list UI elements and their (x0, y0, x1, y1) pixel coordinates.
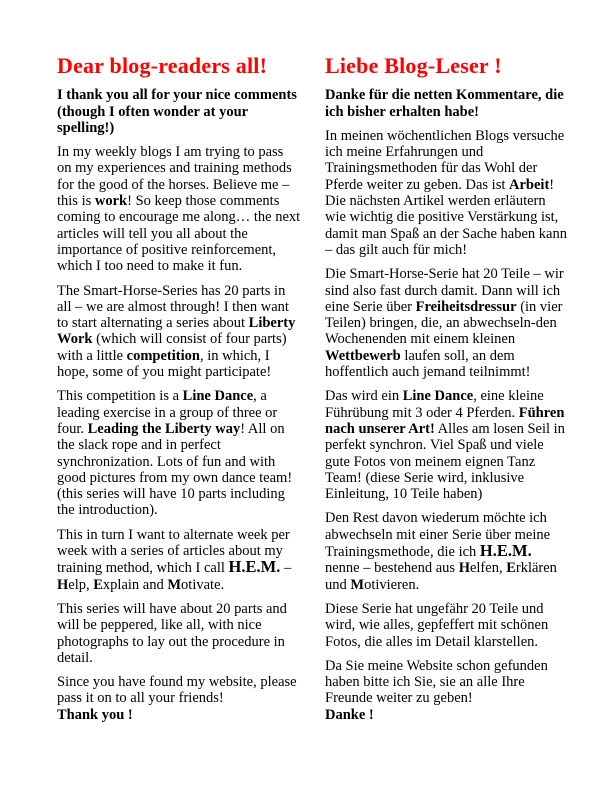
emphasized-text: H.E.M. (228, 557, 281, 577)
body-text: This competition is a (57, 388, 183, 405)
paragraph (325, 388, 569, 502)
body-text: ! All on the slack rope and in perfect synchronization. Lots of fun and with good pictures from my own dance team! (this series will have 10 parts including the introduction). (57, 420, 293, 519)
body-text: xplain and (102, 576, 168, 593)
emphasized-text: Führen nach unserer Art! (325, 404, 565, 437)
emphasized-text: H.E.M. (479, 541, 532, 561)
body-text: Den Rest davon wiederum möchte ich abwechseln mit einer Serie über meine Trainingsmethode, die ich (325, 510, 551, 561)
paragraph (57, 527, 301, 593)
body-text: This in turn I want to alternate week per week with a series of articles about my training method, which I call (57, 526, 290, 577)
paragraph (325, 510, 569, 592)
paragraphs-english (57, 87, 301, 723)
body-text: ! So keep those comments coming to encourage me along… the next articles will tell you all about the importance of positive reinforcement, which I too need to make it fun. (57, 193, 301, 275)
body-text: Alles am losen Seil in perfekt synchron. Viel Spaß und viele gute Fotos von meinem eignen Tanz Team! (diese Serie wird, inklusive Einleitung, 10 Teile haben) (325, 420, 565, 503)
body-text: otivieren. (364, 576, 420, 593)
emphasized-text: I thank you all for your nice comments (though I often wonder at your spelling!) (57, 87, 297, 136)
emphasized-text: Liberty Work (57, 315, 296, 348)
emphasized-text: competition (126, 347, 200, 364)
body-text: Since you have found my website, please pass it on to all your friends! (57, 674, 297, 707)
emphasized-text: work (94, 193, 128, 210)
emphasized-text: M (350, 576, 365, 593)
emphasized-text: E (506, 560, 516, 577)
body-text: Die Smart-Horse-Serie hat 20 Teile – wir sind also fast durch damit. Dann will ich eine Serie über (325, 266, 564, 315)
body-text: The Smart-Horse-Series has 20 parts in all – we are almost through! I then want to start alternating a series about (57, 282, 289, 332)
body-text: (which will consist of four parts) with a little (57, 331, 287, 364)
emphasized-text: Danke ! (325, 706, 374, 723)
paragraph (57, 283, 301, 381)
body-text: Da Sie meine Website schon gefunden haben bitte ich Sie, sie an alle Ihre Freunde weiter zu geben! (325, 657, 548, 707)
paragraph (57, 388, 301, 518)
body-text: elfen, (469, 560, 507, 577)
paragraph (325, 128, 569, 258)
emphasized-text: Line Dance (182, 388, 254, 405)
emphasized-text: Arbeit (509, 176, 550, 193)
emphasized-text: Wettbewerb (325, 347, 401, 364)
body-text: , in which, I hope, some of you might participate! (57, 347, 272, 381)
heading-english: Dear blog-readers all! (57, 53, 268, 78)
emphasized-text: Freiheitsdressur (415, 298, 517, 315)
emphasized-text: Leading the Liberty way (87, 420, 241, 437)
paragraph (57, 601, 301, 666)
emphasized-text: H (57, 576, 69, 593)
paragraph (325, 601, 569, 650)
paragraph (57, 144, 301, 274)
emphasized-text: Danke für die netten Kommentare, die ich bisher erhalten habe! (325, 87, 564, 120)
body-text: , eine kleine Führübung mit 3 oder 4 Pferden. (325, 388, 544, 421)
body-text: ! Die nächsten Artikel werden erläutern wie wichtig die positive Verstärkung ist, damit man Spaß an der Sache haben kann – das gilt auch für mich! (325, 176, 567, 258)
emphasized-text: M (167, 576, 182, 593)
body-text: In meinen wöchentlichen Blogs versuche ich meine Erfahrungen und Trainingsmethoden für das Wohl der Pferde weiter zu geben. Das ist (325, 127, 565, 193)
emphasized-text: Line Dance (402, 388, 474, 405)
body-text: – (280, 560, 292, 577)
emphasized-text: E (93, 576, 103, 593)
column-english (57, 53, 301, 752)
paragraph (325, 658, 569, 723)
heading-german: Liebe Blog-Leser ! (325, 53, 502, 78)
column-german (325, 53, 569, 752)
paragraph (57, 674, 301, 723)
body-text: otivate. (181, 576, 225, 593)
body-text: nenne – bestehend aus (325, 560, 459, 577)
paragraph (325, 266, 569, 380)
body-text: (in vier Teilen) bringen, die, an abwechseln-den Wochenenden mit einem kleinen (325, 298, 563, 348)
body-text: This series will have about 20 parts and will be peppered, like all, with nice photographs to lay out the procedure in detail. (57, 600, 287, 666)
paragraphs-german (325, 87, 569, 723)
body-text: rklären und (325, 560, 557, 593)
paragraph (57, 87, 301, 136)
body-text: Diese Serie hat ungefähr 20 Teile und wird, wie alles, gepfeffert mit schönen Fotos, die alles im Detail klarstellen. (325, 600, 549, 650)
body-text: Das wird ein (325, 388, 403, 405)
body-text: , a leading exercise in a group of three or four. (57, 388, 278, 437)
body-text: In my weekly blogs I am trying to pass on my experiences and training methods for the good of the horses. Believe me – this is (57, 144, 292, 210)
paragraph (325, 87, 569, 120)
emphasized-text: H (458, 560, 470, 577)
emphasized-text: Thank you ! (57, 706, 133, 723)
body-text: laufen soll, an dem hoffentlich auch jemand teilnimmt! (325, 347, 531, 381)
body-text: elp, (68, 576, 94, 593)
